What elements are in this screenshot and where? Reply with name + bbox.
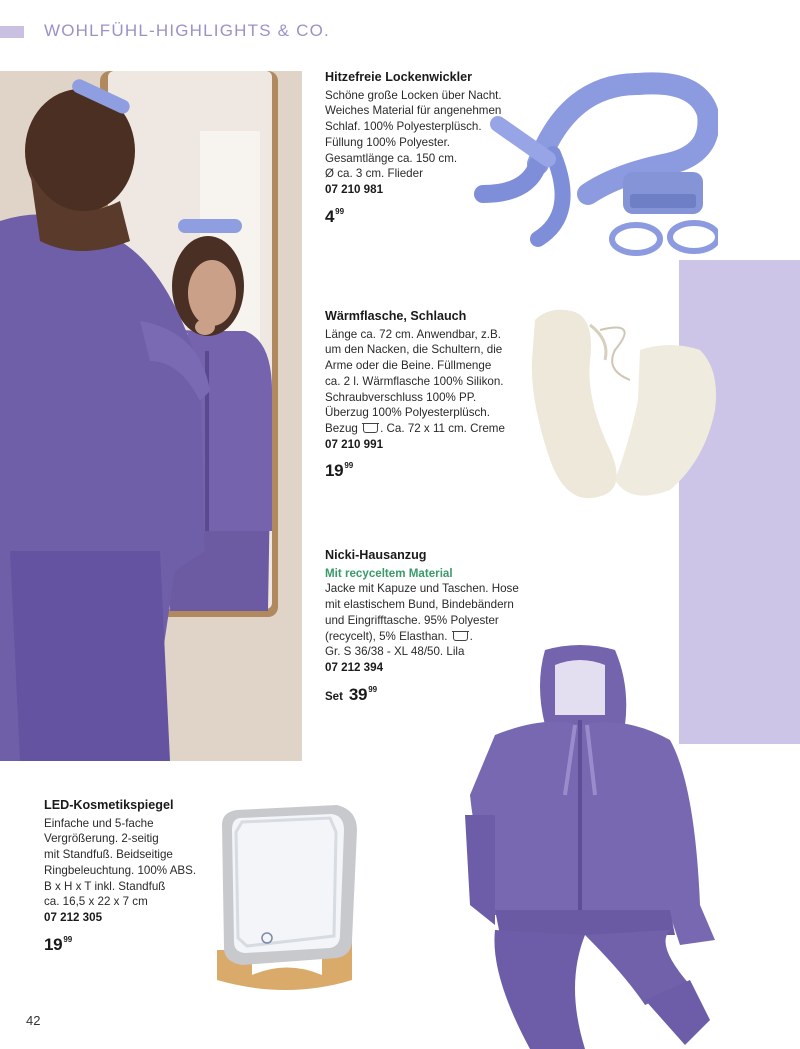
- mirror-image: [212, 800, 367, 995]
- desc-line: Weiches Material für angenehmen: [325, 104, 502, 118]
- article-number: 07 212 394: [325, 660, 384, 674]
- price-cent: 99: [63, 934, 73, 944]
- hair-tie: [670, 223, 718, 251]
- product-hot-water-bottle: [325, 309, 545, 481]
- product-name: LED-Kosmetikspiegel: [44, 798, 174, 812]
- price-euro: 19: [44, 934, 63, 954]
- hot-water-bottle-image: [520, 300, 720, 505]
- price-euro: 4: [325, 206, 335, 226]
- price-prefix: Set: [325, 690, 343, 703]
- price-cent: 99: [368, 684, 378, 694]
- desc-line: Schöne große Locken über Nacht.: [325, 88, 502, 102]
- wash-care-icon: [363, 423, 378, 433]
- product-name: Hitzefreie Lockenwickler: [325, 70, 472, 84]
- desc-line: Überzug 100% Polyesterplüsch.: [325, 406, 490, 420]
- desc-line: ca. 16,5 x 22 x 7 cm: [44, 895, 148, 909]
- desc-line: Gesamtlänge ca. 150 cm.: [325, 151, 458, 165]
- lounge-suit-image: [455, 645, 740, 1049]
- desc-line: ca. 2 l. Wärmflasche 100% Silikon.: [325, 374, 504, 388]
- price-cent: 99: [344, 461, 354, 471]
- product-name: Wärmflasche, Schlauch: [325, 309, 467, 323]
- price-euro: 19: [325, 461, 344, 481]
- lifestyle-photo: [0, 71, 302, 761]
- hair-tie: [612, 225, 660, 253]
- desc-line: B x H x T inkl. Standfuß: [44, 879, 166, 893]
- product-description: [325, 327, 545, 437]
- article-number: 07 212 305: [44, 910, 103, 924]
- desc-line: um den Nacken, die Schultern, die: [325, 343, 503, 357]
- desc-line: und Eingrifftasche. 95% Polyester: [325, 613, 499, 627]
- header-accent-bar: [0, 26, 24, 38]
- desc-line: Ø ca. 3 cm. Flieder: [325, 167, 423, 181]
- desc-line: Ringbeleuchtung. 100% ABS.: [44, 863, 197, 877]
- desc-line: mit elastischem Bund, Bindebändern: [325, 598, 514, 612]
- page-title: WOHLFÜHL-HIGHLIGHTS & CO.: [44, 21, 330, 40]
- article-number: 07 210 991: [325, 437, 384, 451]
- desc-line: Füllung 100% Polyester.: [325, 135, 451, 149]
- desc-text: Bezug: [325, 421, 358, 435]
- product-tagline: Mit recyceltem Material: [325, 566, 453, 580]
- desc-line: Gr. S 36/38 - XL 48/50. Lila: [325, 645, 465, 659]
- page-number: 42: [26, 1013, 41, 1028]
- desc-line: mit Standfuß. Beidseitige: [44, 848, 173, 862]
- price-cent: 99: [335, 206, 345, 216]
- product-mirror: [44, 798, 234, 954]
- price: [44, 932, 234, 955]
- article-number: 07 210 981: [325, 182, 384, 196]
- desc-text: . Ca. 72 x 11 cm. Creme: [380, 421, 505, 435]
- product-name: Nicki-Hausanzug: [325, 548, 427, 562]
- desc-line: Schlaf. 100% Polyesterplüsch.: [325, 120, 482, 134]
- desc-line: Schraubverschluss 100% PP.: [325, 390, 477, 404]
- wash-care-icon: [453, 631, 468, 641]
- desc-line: [325, 421, 545, 437]
- desc-line: Arme oder die Beine. Füllmenge: [325, 359, 492, 373]
- desc-line: Länge ca. 72 cm. Anwendbar, z.B.: [325, 327, 501, 341]
- curlers-image: [468, 44, 718, 259]
- desc-text: .: [469, 629, 473, 643]
- product-description: [44, 816, 234, 910]
- desc-text: (recycelt), 5% Elasthan.: [325, 629, 448, 643]
- desc-line: [325, 629, 545, 645]
- desc-line: Vergrößerung. 2-seitig: [44, 832, 159, 846]
- price: [325, 458, 545, 481]
- desc-line: Einfache und 5-fache: [44, 816, 154, 830]
- price-euro: 39: [348, 684, 368, 704]
- desc-line: Jacke mit Kapuze und Taschen. Hose: [325, 582, 519, 596]
